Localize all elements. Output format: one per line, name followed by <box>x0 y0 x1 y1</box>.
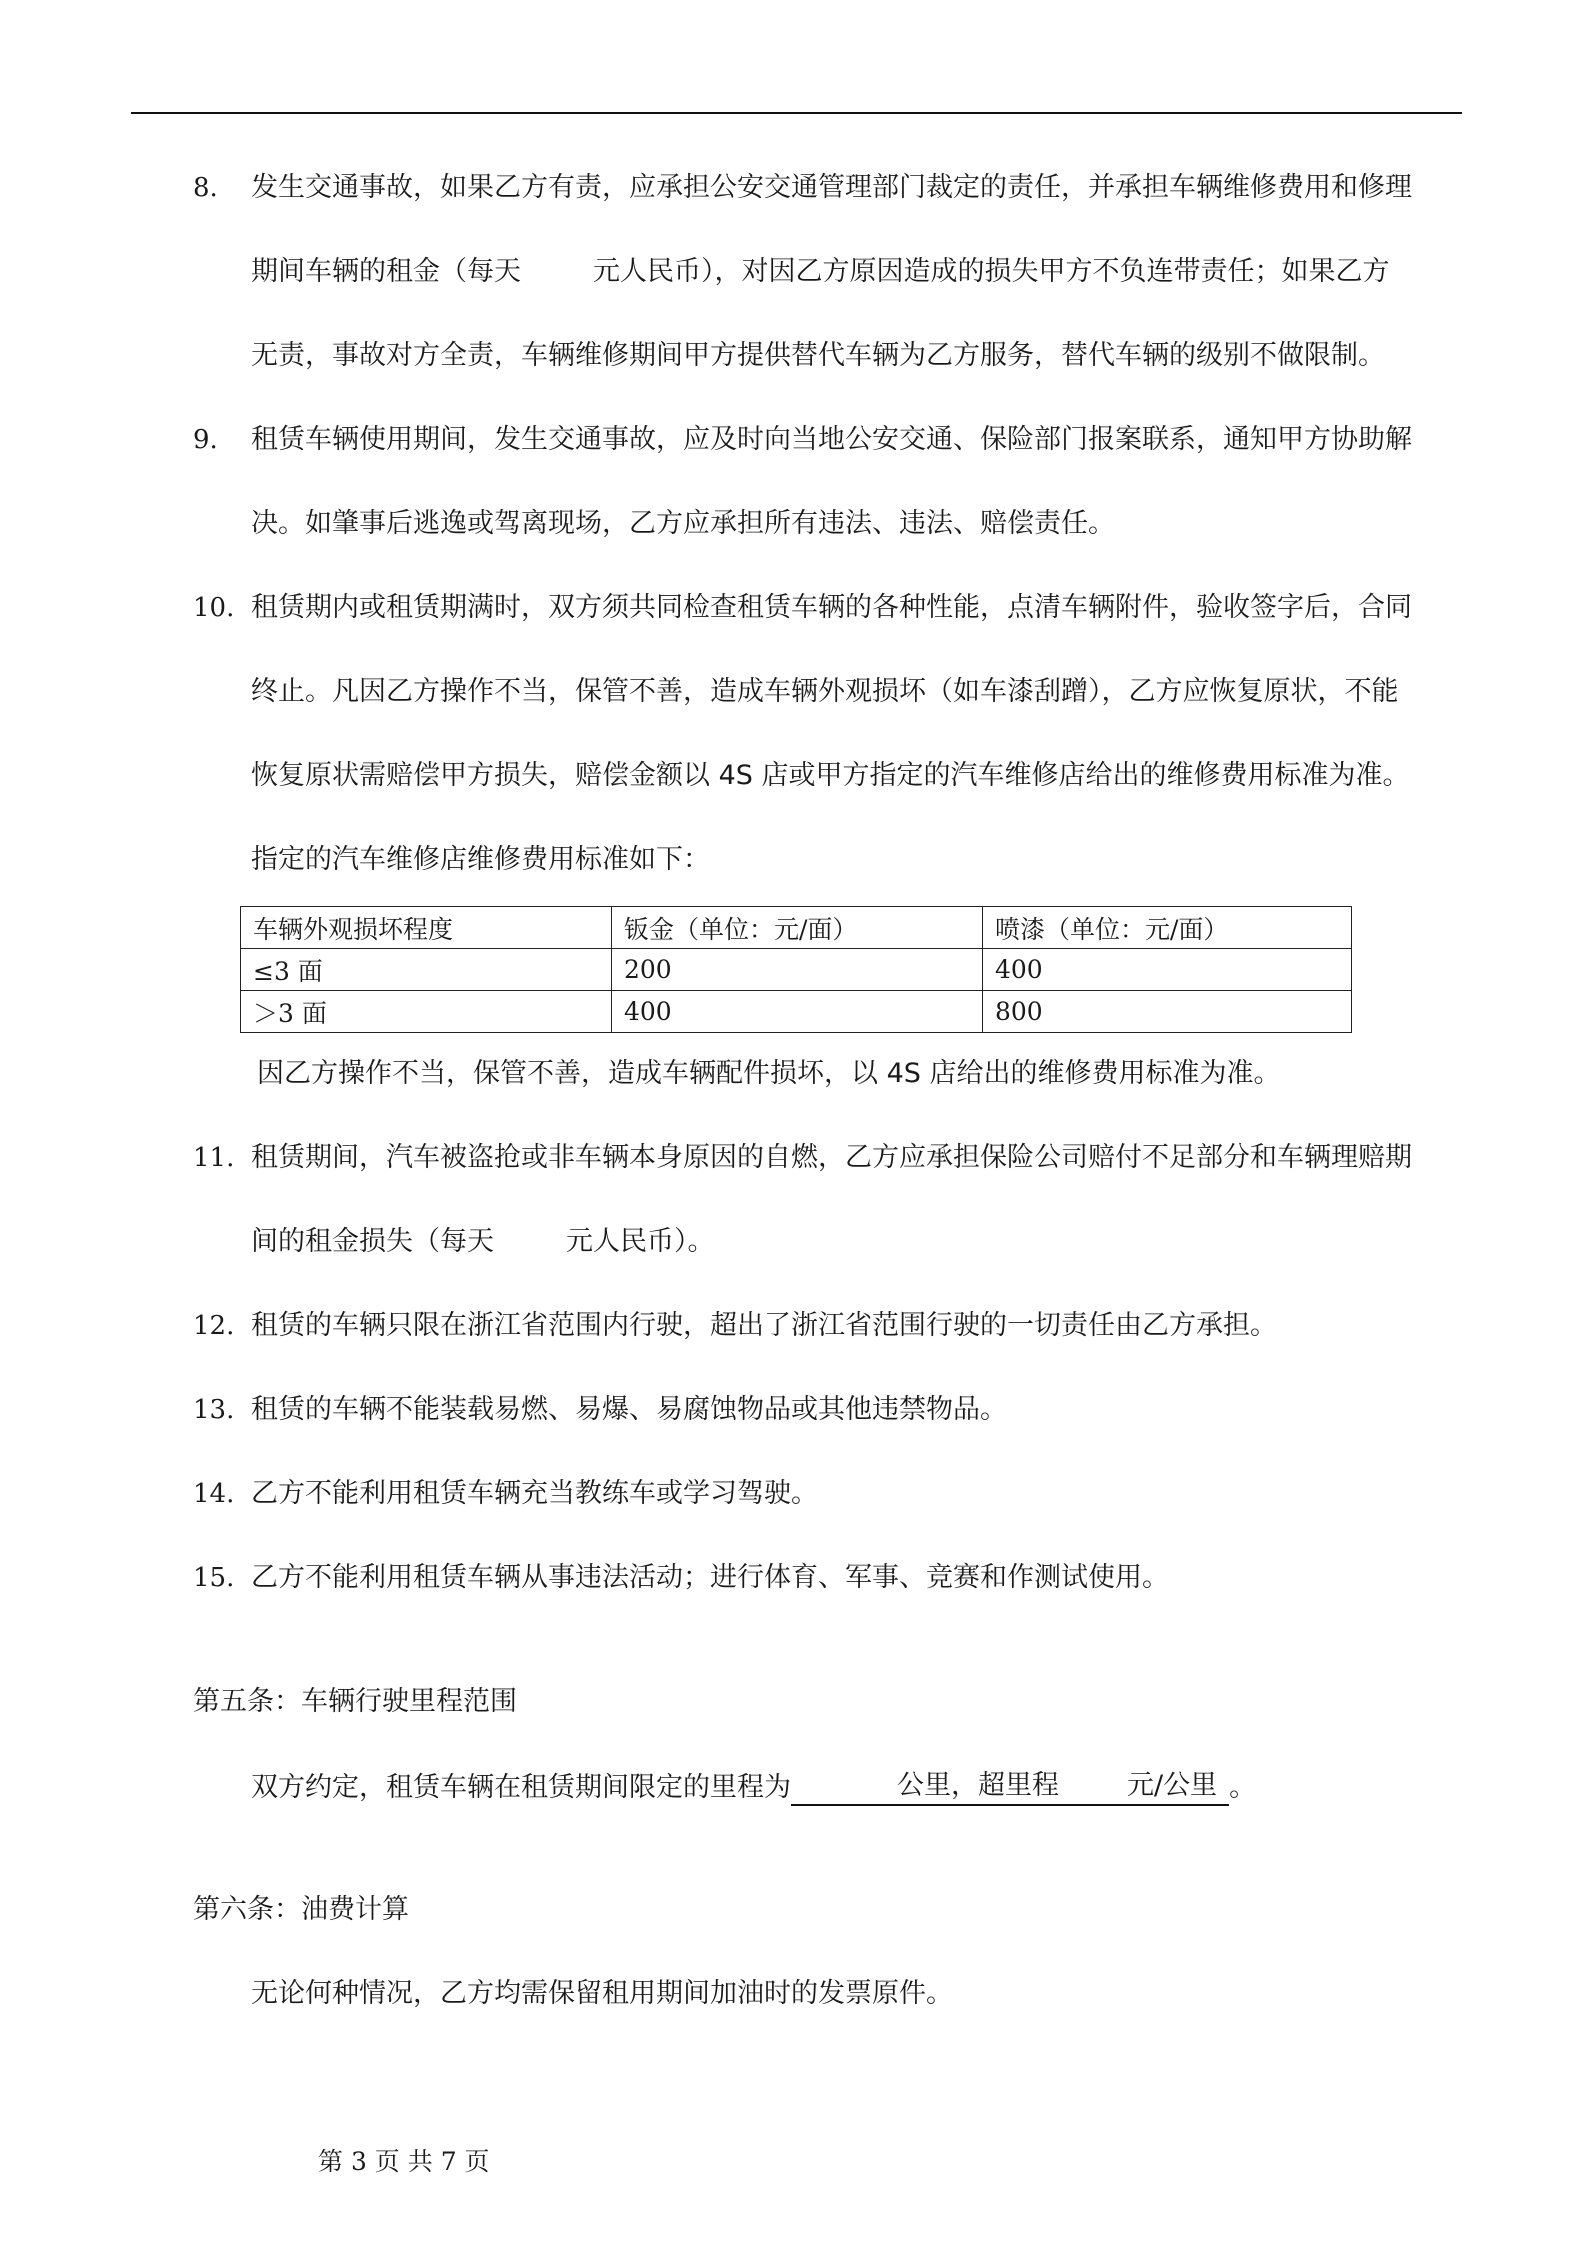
item-11-line-2 <box>251 1224 715 1260</box>
article-6-heading: 第六条：油费计算 <box>193 1894 409 1925</box>
article-5-text-a: 双方约定，租赁车辆在租赁期间限定的里程为 <box>251 1772 791 1803</box>
item-number: 13. <box>193 1395 235 1425</box>
table-cell: ＞3 面 <box>241 991 612 1033</box>
article-5-text-b: 公里，超里程 <box>897 1770 1059 1801</box>
table-row <box>241 949 1352 991</box>
item-11-line-1: 租赁期间，汽车被盗抢或非车辆本身原因的自燃，乙方应承担保险公司赔付不足部分和车辆理赔期 <box>251 1142 1412 1173</box>
table-header-row <box>241 907 1352 949</box>
article-5-text-c: 元/公里 <box>1127 1770 1218 1801</box>
item-15-text: 乙方不能利用租赁车辆从事违法活动；进行体育、军事、竞赛和作测试使用。 <box>251 1562 1169 1593</box>
item-11-line-2a: 间的租金损失（每天 <box>251 1226 494 1257</box>
item-number: 11. <box>193 1143 235 1173</box>
table-header-cell: 车辆外观损坏程度 <box>241 907 612 949</box>
item-10-line-4: 指定的汽车维修店维修费用标准如下： <box>251 844 710 875</box>
table-cell: 400 <box>983 949 1352 991</box>
item-10-line-2: 终止。凡因乙方操作不当，保管不善，造成车辆外观损坏（如车漆刮蹭），乙方应恢复原状，不能 <box>251 676 1399 707</box>
item-11-line-2b: 元人民币）。 <box>566 1226 715 1257</box>
page-footer: 第 3 页 共 7 页 <box>318 2147 490 2176</box>
item-number: 8. <box>193 173 218 203</box>
article-5-text <box>251 1768 1256 1806</box>
table-cell: ≤3 面 <box>241 949 612 991</box>
item-number: 12. <box>193 1311 235 1341</box>
item-9-line-2: 决。如肇事后逃逸或驾离现场，乙方应承担所有违法、违法、赔偿责任。 <box>251 508 1115 539</box>
item-13-text: 租赁的车辆不能装载易燃、易爆、易腐蚀物品或其他违禁物品。 <box>251 1394 1007 1425</box>
item-number: 15. <box>193 1563 235 1593</box>
table-header-cell: 钣金（单位：元/面） <box>612 907 983 949</box>
table-cell: 200 <box>612 949 983 991</box>
mileage-blank <box>791 1768 1229 1806</box>
article-5-text-d: 。 <box>1229 1772 1257 1803</box>
item-number: 10. <box>193 593 235 623</box>
item-8-line-2a: 期间车辆的租金（每天 <box>251 256 521 287</box>
item-8-line-2b: 元人民币），对因乙方原因造成的损失甲方不负连带责任；如果乙方 <box>593 256 1390 287</box>
item-8-line-3: 无责，事故对方全责，车辆维修期间甲方提供替代车辆为乙方服务，替代车辆的级别不做限制。 <box>251 340 1385 371</box>
item-8-line-2 <box>251 254 1390 290</box>
table-cell: 800 <box>983 991 1352 1033</box>
after-table-note: 因乙方操作不当，保管不善，造成车辆配件损坏，以 4S 店给出的维修费用标准为准。 <box>257 1058 1281 1089</box>
item-number: 9. <box>193 425 218 455</box>
table-header-cell: 喷漆（单位：元/面） <box>983 907 1352 949</box>
item-8-line-1: 发生交通事故，如果乙方有责，应承担公安交通管理部门裁定的责任，并承担车辆维修费用和修理 <box>251 172 1412 203</box>
item-12-text: 租赁的车辆只限在浙江省范围内行驶，超出了浙江省范围行驶的一切责任由乙方承担。 <box>251 1310 1277 1341</box>
article-5-heading: 第五条：车辆行驶里程范围 <box>193 1686 517 1717</box>
header-rule <box>131 112 1462 114</box>
article-6-text: 无论何种情况，乙方均需保留租用期间加油时的发票原件。 <box>251 1978 953 2009</box>
item-10-line-3: 恢复原状需赔偿甲方损失，赔偿金额以 4S 店或甲方指定的汽车维修店给出的维修费用标准为准。 <box>251 760 1410 791</box>
repair-cost-table <box>240 906 1352 1033</box>
item-number: 14. <box>193 1479 235 1509</box>
table-row <box>241 991 1352 1033</box>
table-cell: 400 <box>612 991 983 1033</box>
item-9-line-1: 租赁车辆使用期间，发生交通事故，应及时向当地公安交通、保险部门报案联系，通知甲方协助解 <box>251 424 1412 455</box>
item-14-text: 乙方不能利用租赁车辆充当教练车或学习驾驶。 <box>251 1478 818 1509</box>
item-10-line-1: 租赁期内或租赁期满时，双方须共同检查租赁车辆的各种性能，点清车辆附件，验收签字后，合同 <box>251 592 1412 623</box>
